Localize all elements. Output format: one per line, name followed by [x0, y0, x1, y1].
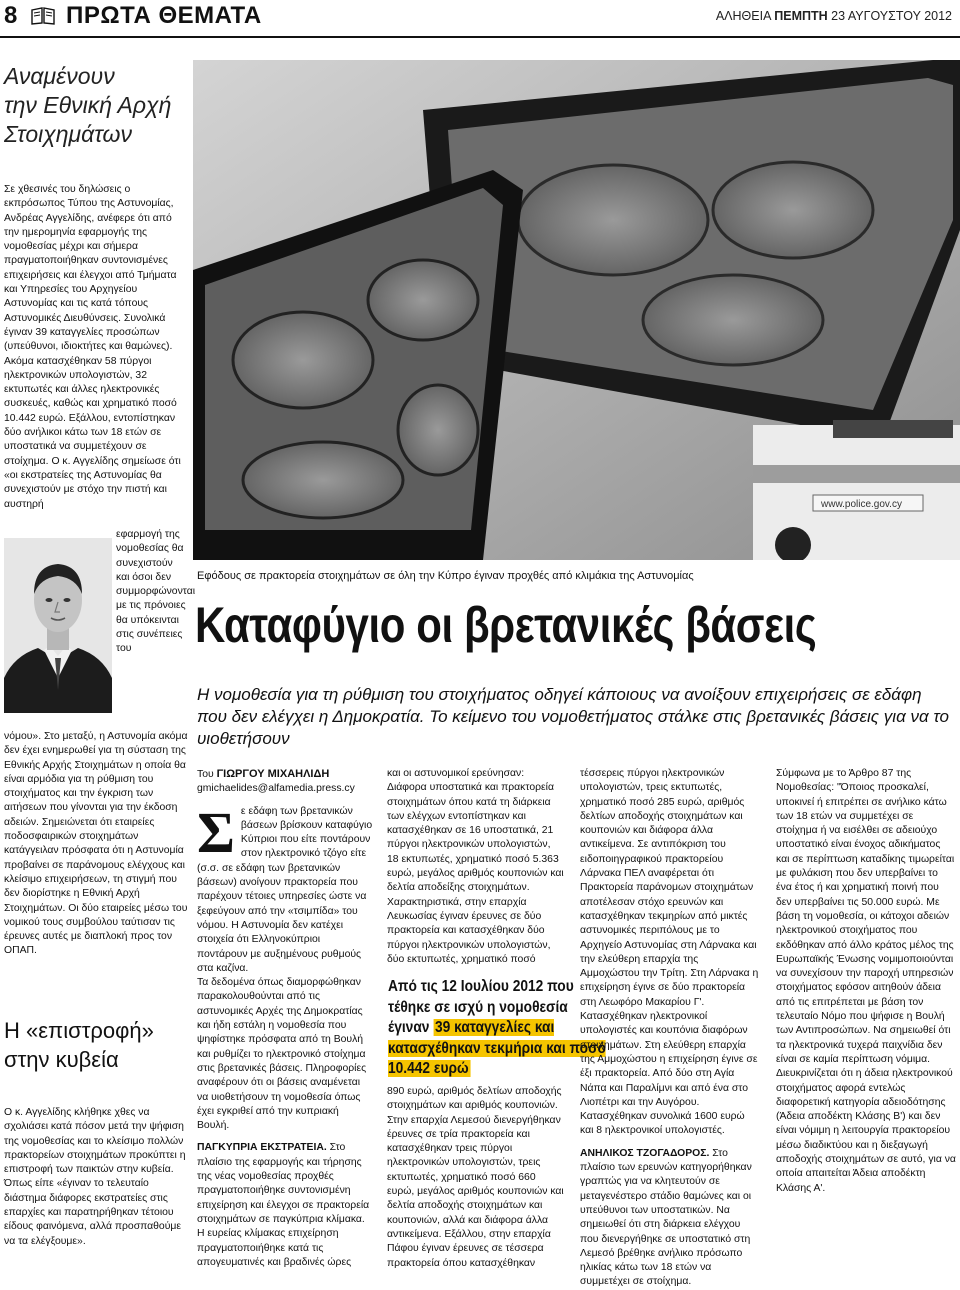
byline-email[interactable]: gmichaelides@alfamedia.press.cy — [197, 783, 355, 795]
sidebar-subheading — [4, 1016, 184, 1074]
byline — [197, 767, 373, 782]
sidebar-subheading-line: Η «επιστροφή» — [4, 1018, 154, 1043]
sidebar-subheading-line: στην κυβεία — [4, 1047, 119, 1072]
sidebar-headline — [4, 62, 184, 149]
page-number: 8 — [4, 2, 18, 29]
sidebar-body-part4 — [4, 1106, 188, 1249]
main-photo — [193, 60, 960, 560]
section-title: ΠΡΩΤΑ ΘΕΜΑΤΑ — [66, 2, 262, 29]
byline-name: ΓΙΩΡΓΟΥ ΜΙΧΑΗΛΙΔΗ — [216, 768, 330, 780]
sidebar-body-part1 — [4, 183, 188, 512]
sidebar-paragraph: Ο κ. Αγγελίδης κλήθηκε χθες να σχολιάσει κατά πόσον μετά την ψήφιση της νομοθεσίας και το κλείσιμο πολλών πρακτορείων στοιχημάτων προκύπτει η επιστροφή των παικτών στην κυβεία. Όπως είπε «έγιναν το τελευταίο διάστημα διάφορες εκστρατείες στις επαρχίες και παρατηρήθηκαν τέτοιου είδους φαινόμενα, αλλά προσπαθούμε να τα ελέγξουμε». — [4, 1107, 186, 1247]
article-text: Στο πλαίσιο της εφαρμογής και τήρησης της νέας νομοθεσίας προχθές πραγματοποιήθηκε συντονισμένη επιχείρηση και έλεγχοι σε πρακτορεία στοιχημάτων σε παγκύπρια κλίμακα. Η ευρείας κλίμακας επιχείρηση πραγματοποιήθηκε κατά τις απογευματινές και βραδινές ώρες — [197, 1142, 370, 1268]
article-paragraph: τέσσερεις πύργοι ηλεκτρονικών υπολογιστών, τρεις εκτυπωτές, χρηματικό ποσό 285 ευρώ, αριθμός δελτίων αποδοχής στοιχημάτων και κουπονιών και διάφορα άλλα αντικείμενα. Σε αντιπόκριση του ειδοποιηγραφικού πρακτορείου Λάρνακα ΠΕΛ αναφέρεται ότι Πρακτορεία παράνομων στοιχημάτων αποτέλεσαν στόχο ερευνών και κατασχέθηκαν τεκμηρίων από μικτές αστυνομικές περιπόλους με το Αρχηγείο Αστυνομίας στη Λάρνακα και την ελεύθερη επαρχία της Αμμοχώστου την Τρίτη. Στη Λάρνακα η επιχείρηση έγινε σε δύο πρακτορεία στη Λεωφόρο Μακαρίου Γ'. Κατασχέθηκαν ηλεκτρονικοί υπολογιστές και κουπόνια διαφόρων στοιχημάτων. Στη ελεύθερη επαρχία της Αμμοχώστου η επιχείρηση έγινε σε έξι πρακτορεία. Από δύο στη Αγία Νάπα και Παραλίμνι και από ένα στο Λιοπέτρι και την Αυγόρου. Κατασχέθηκαν συνολικά 1600 ευρώ και 8 ηλεκτρονικοί υπολογιστές. — [580, 768, 759, 1137]
dateline — [716, 9, 952, 23]
weekday: ΠΕΜΠΤΗ — [774, 9, 828, 23]
article-paragraph — [580, 1147, 760, 1290]
sidebar-paragraph: εφαρμογή της νομοθεσίας θα συνεχιστούν και όσοι δεν συμμορφώνονται με τις πρόνοιες θα υπόκεινται στις συνέπειες του — [116, 529, 196, 655]
sidebar-headline-line: την Εθνική Αρχή — [4, 92, 172, 118]
article-paragraph: ε εδάφη των βρετανικών βάσεων βρίσκουν καταφύγιο Κύπριοι που είτε ποντάρουν στον ηλεκτρονικό τζόγο είτε (σ.σ. σε εδάφη των βρετανικών βάσεων) ανοίγουν πρακτορεία που παρέχουν τέτοιες υπηρεσίες ώστε να ξεφεύγουν από την «τσιμπίδα» του νόμου. Η Αστυνομία δεν κατέχει στοιχεία ότι Ελληνοκύπριοι ποντάρουν με αυξημένους ρυθμούς στα καζίνα. — [197, 805, 373, 974]
sidebar-body-part3 — [4, 730, 188, 959]
sidebar-headline-line: Αναμένουν — [4, 63, 115, 89]
pull-quote-highlight: 39 καταγγελίες και κατασχέθηκαν τεκμήρια και ποσό 10.442 ευρώ — [388, 1019, 606, 1077]
article-paragraph — [197, 1141, 373, 1270]
pull-quote — [388, 977, 612, 1080]
issue-date: 23 ΑΥΓΟΥΣΤΟΥ 2012 — [831, 9, 952, 23]
photo-caption: Εφόδους σε πρακτορεία στοιχημάτων σε όλη την Κύπρο έγιναν προχθές από κλιμάκια της Αστυνομίας — [197, 570, 694, 582]
article-column-2-continued — [387, 1085, 564, 1271]
pull-quote-line-1: Από τις 12 Ιουλίου 2012 που τέθηκε σε ισχύ η νομοθεσία έγιναν — [388, 978, 574, 1036]
article-lead: Η νομοθεσία για τη ρύθμιση του στοιχήματος οδηγεί κάποιους να ανοίξουν επιχειρήσεις σε εδάφη που δεν ελέγχει η Δημοκρατία. Το κείμενο του νομοθετήματος στάλκε στις βρετανικές βάσεις για να το υιοθετήσουν — [197, 685, 949, 748]
paper-name: ΑΛΗΘΕΙΑ — [715, 9, 771, 23]
article-paragraph: Τα δεδομένα όπως διαμορφώθηκαν παρακολουθούνται από τις αστυνομικές Αρχές της Δημοκρατίας και ήδη εστάλη η νομοθεσία που ψηφίστηκε πρόσφατα από τη Βουλή και ρυθμίζει το ηλεκτρονικό στοίχημα στις βρετανικές βάσεις. Πληροφορίες αναφέρουν ότι οι βάσεις αναμένεται να υιοθετήσουν τη νομοθεσία όπως έχει εγκριθεί από την κυπριακή Βουλή. — [197, 977, 367, 1132]
sidebar-body-part2 — [116, 528, 196, 657]
book-icon — [30, 6, 56, 31]
article-column-2 — [387, 767, 564, 967]
subhead-label: ΑΝΗΛΙΚΟΣ ΤΖΟΓΑΔΟΡΟΣ. — [580, 1147, 710, 1159]
sidebar-paragraph: Σε χθεσινές του δηλώσεις ο εκπρόσωπος Τύπου της Αστυνομίας, Ανδρέας Αγγελίδης, ανέφερε ότι από την ημερομηνία εφαρμογής της νομοθεσίας μέχρι και σήμερα πραγματοποιήθηκαν συντονισμένες επιχειρήσεις και έλεγχοι από Τμήματα και Υπηρεσίες του Αρχηγείου Αστυνομίας και τις κατά τόπους Αστυνομικές Διευθύνσεις. Συνολικά έγιναν 39 καταγγελίες προσώπων (υπεύθυνοι, ιδιοκτήτες και θαμώνες). Ακόμα κατασχέθηκαν 58 πύργοι ηλεκτρονικών υπολογιστών, 32 εκτυπωτές και άλλες ηλεκτρονικές συσκευές, καθώς και χρηματικό ποσό 10.442 ευρώ. Εξάλλου, εντοπίστηκαν δύο ανήλικοι κάτω των 18 ετών σε υποστατικά να συμμετέχουν σε στοίχημα. Ο κ. Αγγελίδης σημείωσε ότι «οι εκστρατείες της Αστυνομίας θα συνεχιστούν με στόχο την πιστή και αυστηρή — [4, 184, 181, 510]
article-paragraph: και οι αστυνομικοί ερεύνησαν: Διάφορα υποστατικά και πρακτορεία στοιχημάτων όπου κατά τη διάρκεια των ελέγχων εντοπίστηκαν και κατασχέθηκαν σε 16 υποστατικά, 21 πύργοι ηλεκτρονικών υπολογιστών, 18 εκτυπωτές, χρηματικό ποσό 5.363 ευρώ, μεγάλος αριθμός κουπονιών και δελτία αποδείξης στοιχημάτων. Χαρακτηριστικά, στην επαρχία Λευκωσίας έγιναν έρευνες σε δύο πρακτορεία και κατασχέθηκαν δύο πύργοι ηλεκτρονικών υπολογιστών, δύο εκτυπωτές, χρηματικό ποσό — [387, 768, 564, 965]
article-paragraph: Σύμφωνα με το Άρθρο 87 της Νομοθεσίας: "Όποιος προσκαλεί, υποκινεί ή επιτρέπει σε ανήλικο κάτω των 18 ετών να συμμετέχει σε στοίχημα ή να εισέλθει σε αδειούχο υποστατικό είναι ένοχος αδικήματος και σε περίπτωση καταδίκης τιμωρείται με φυλάκιση που δεν υπερβαίνει το ένα έτος ή και χρηματική ποινή που δεν υπερβαίνει τις 50.000 ευρώ. Με βάση τη νομοθεσία, οι κάτοχοι αδειών ηλεκτρονικού στοιχήματος που εκδόθηκαν από άλλο κράτος μέλος της Ευρωπαϊκής Ένωσης νομιμοποιούνται να συνεχίσουν την παροχή υπηρεσιών στοιχήματος εφόσον αιτηθούν άδεια από τις επιτρέπεται με βάση τον τελευταίο Νόμο που ψήφισε η Βουλή των Αντιπροσώπων. Να σημειωθεί ότι τα ηλεκτρονικά τυχερά παιχνίδια δεν είναι σε καμία περίπτωση νόμιμα. Διευκρινίζεται ότι η άδεια ηλεκτρονικού στοιχήματος αφορά εντελώς διαφορετική κατηγορία αδειοδότησης (Άδεια αποδέκτη Κλάσης Β') και δεν είναι νόμιμη η λειτουργία πρακτορείου μέσω διαδικτύου και η διεξαγωγή αποδοχής στοιχημάτων σε αυτό, για να οποία απαιτείται Άδεια αποδέκτη Κλάσης Α'. — [776, 768, 956, 1194]
portrait-photo — [4, 538, 112, 713]
article-text: Στο πλαίσιο των ερευνών κατηγορήθηκαν γραπτώς για να κλητευτούν σε μεταγενέστερο στάδιο θαμώνες και οι υπεύθυνοι των υποστατικών. Να σημειωθεί ότι στη διάρκεια ελέγχου που διενεργήθηκε σε υποστατικό στη Λεμεσό βρέθηκε ανήλικο πρόσωπο ηλικίας κάτω των 18 ετών να συμμετέχει σε στοίχημα. — [580, 1147, 752, 1288]
byline-prefix: Του — [197, 769, 214, 780]
article-column-1 — [197, 767, 373, 1270]
sidebar-headline-line: Στοιχημάτων — [4, 121, 132, 147]
sidebar-paragraph: νόμου». Στο μεταξύ, η Αστυνομία ακόμα δεν έχει ενημερωθεί για τη σύσταση της Εθνικής Αρχής Στοιχημάτων η οποία θα είναι αρμόδια για τη ρύθμιση του στοιχήματος και την έγκριση των αιτήσεων που γίνονται για την έκδοση αδειών. Σημειώνεται ότι εταιρείες ποδοσφαιρικών στοιχημάτων κατάγγειλαν πρόσφατα ότι η Αστυνομία προβαίνει σε παράνομους ελέγχους και κλείσιμο επιχειρήσεων, τη στιγμή που δεν διορίστηκε η Εθνική Αρχή Στοιχημάτων. Οι δύο εταιρείες μέσω του νομικού τους συμβούλου ταύτισαν τις έρευνες αυτές με διαπλοκή προς τον ΟΠΑΠ. — [4, 731, 188, 957]
article-column-3 — [580, 767, 760, 1290]
police-car-sign: www.police.gov.cy — [821, 499, 902, 510]
header-rule — [0, 36, 960, 38]
page-header — [0, 0, 960, 36]
subhead-label: ΠΑΓΚΥΠΡΙΑ ΕΚΣΤΡΑΤΕΙΑ. — [197, 1142, 327, 1154]
article-paragraph: 890 ευρώ, αριθμός δελτίων αποδοχής στοιχημάτων και αριθμός κουπονιών. Στην επαρχία Λεμεσού διενεργήθηκαν έρευνες σε τρία πρακτορεία και κατασχέθηκαν τρεις πύργοι ηλεκτρονικών υπολογιστών, τρεις εκτυπωτές, χρηματικό ποσό 660 ευρώ, μεγάλος αριθμός κουπονιών και δελτία αποδοχής στοιχημάτων και κουπονιών, αλλά και διάφορα άλλα αντικείμενα. Εξάλλου, στην επαρχία Πάφου έγιναν έρευνες σε τέσσερα πρακτορεία όπου κατασχέθηκαν — [387, 1086, 564, 1269]
drop-cap: Σ — [197, 799, 235, 865]
article-column-4 — [776, 767, 956, 1196]
article-headline: Καταφύγιο οι βρετανικές βάσεις — [195, 597, 817, 653]
